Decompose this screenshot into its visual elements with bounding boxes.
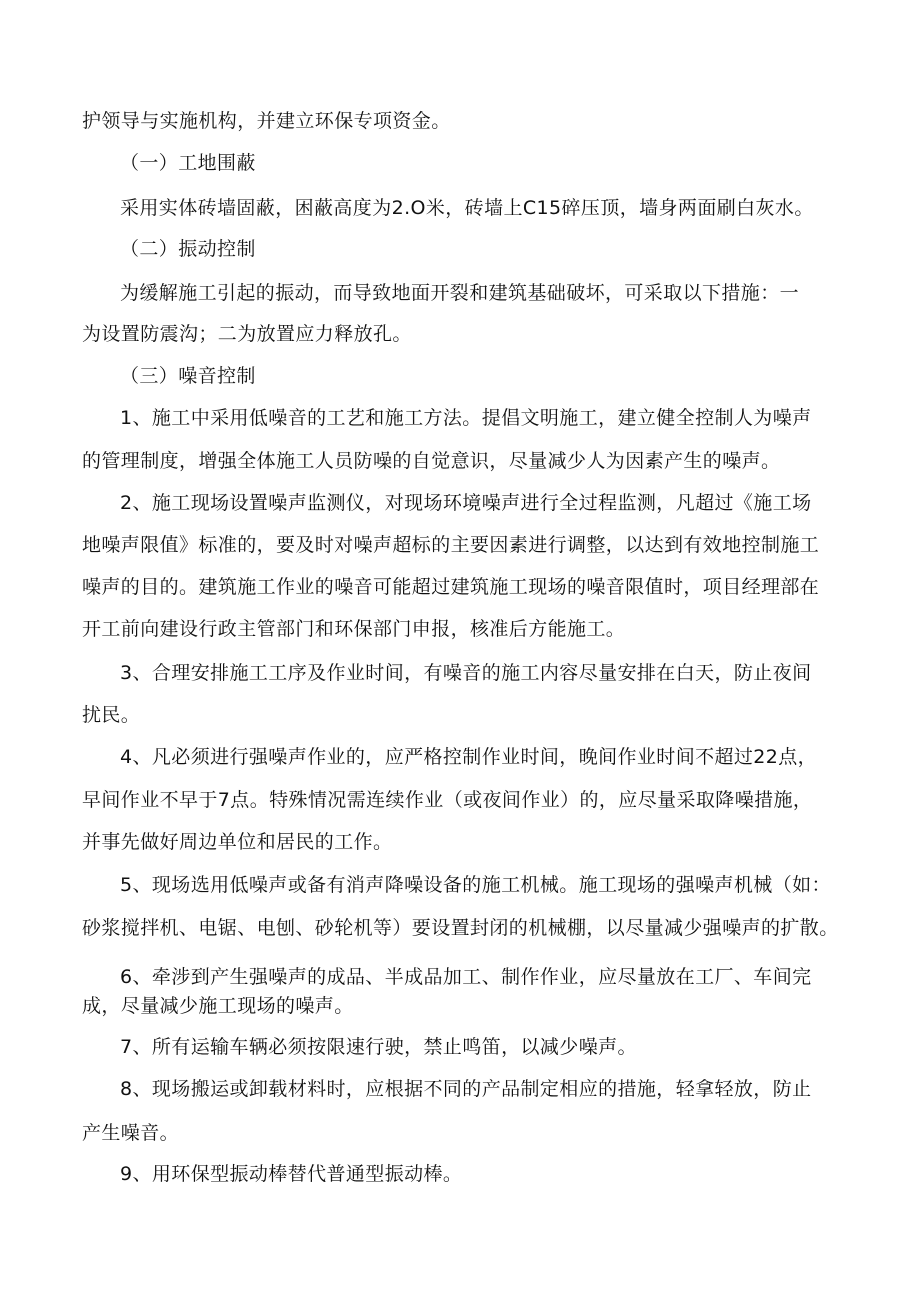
text-line: 砂浆搅拌机、电锯、电刨、砂轮机等）要设置封闭的机械棚，以尽量减少强噪声的扩散。 <box>82 917 839 939</box>
text-line: 3、合理安排施工工序及作业时间，有噪音的施工内容尽量安排在白天，防止夜间 <box>120 662 812 684</box>
text-line: 7、所有运输车辆必须按限速行驶，禁止鸣笛，以减少噪声。 <box>120 1036 637 1058</box>
text-line: 成，尽量减少施工现场的噪声。 <box>82 995 354 1017</box>
section-heading-vibration: （二）振动控制 <box>120 238 256 260</box>
text-line: 采用实体砖墙固蔽，困蔽高度为2.O米，砖墙上C15碎压顶，墙身两面刷白灰水。 <box>120 197 814 219</box>
text-line: 并事先做好周边单位和居民的工作。 <box>82 831 393 853</box>
text-line: 的管理制度，增强全体施工人员防噪的自觉意识，尽量减少人为因素产生的噪声。 <box>82 450 781 472</box>
text-line: 产生噪音。 <box>82 1122 180 1144</box>
text-line: 开工前向建设行政主管部门和环保部门申报，核准后方能施工。 <box>82 618 626 640</box>
text-line: 为缓解施工引起的振动，而导致地面开裂和建筑基础破坏，可采取以下措施：一 <box>120 282 800 304</box>
text-line: 噪声的目的。建筑施工作业的噪音可能超过建筑施工现场的噪音限值时，项目经理部在 <box>82 576 820 598</box>
section-heading-enclosure: （一）工地围蔽 <box>120 152 256 174</box>
text-line: 地噪声限值》标准的，要及时对噪声超标的主要因素进行调整，以达到有效地控制施工 <box>82 534 820 556</box>
text-line: 8、现场搬运或卸载材料时，应根据不同的产品制定相应的措施，轻拿轻放，防止 <box>120 1078 812 1100</box>
text-line: 护领导与实施机构，并建立环保专项资金。 <box>82 110 451 132</box>
text-line: 9、用环保型振动棒替代普通型振动棒。 <box>120 1163 463 1185</box>
section-heading-noise: （三）噪音控制 <box>120 365 256 387</box>
text-line: 扰民。 <box>82 704 141 726</box>
text-line: 为设置防震沟；二为放置应力释放孔。 <box>82 323 412 345</box>
text-line: 2、施工现场设置噪声监测仪，对现场环境噪声进行全过程监测，凡超过《施工场 <box>120 492 812 514</box>
text-line: 5、现场选用低噪声或备有消声降噪设备的施工机械。施工现场的强噪声机械（如： <box>120 874 831 896</box>
text-line: 早间作业不早于7点。特殊情况需连续作业（或夜间作业）的，应尽量采取降噪措施， <box>82 789 813 811</box>
text-line: 1、施工中采用低噪音的工艺和施工方法。提倡文明施工，建立健全控制人为噪声 <box>120 407 812 429</box>
text-line: 4、凡必须进行强噪声作业的，应严格控制作业时间，晚间作业时间不超过22点， <box>120 746 818 768</box>
text-line: 6、牵涉到产生强噪声的成品、半成品加工、制作作业，应尽量放在工厂、车间完 <box>120 966 812 988</box>
